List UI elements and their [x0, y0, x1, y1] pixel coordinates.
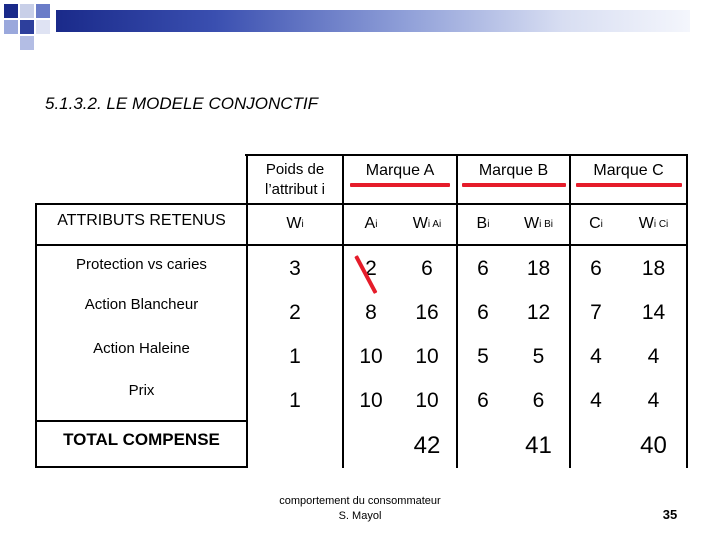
- header-poids-line1: Poids de: [265, 161, 325, 178]
- col-header-ai: [344, 205, 398, 243]
- table-cell: 2: [289, 301, 301, 324]
- col-symbol: C: [589, 215, 601, 232]
- col-subscript: i: [439, 218, 442, 230]
- col-header-wiai: [398, 205, 456, 243]
- row-label: Action Blancheur: [84, 295, 199, 313]
- col-symbol: W: [638, 215, 654, 232]
- col-subscript: i C: [653, 218, 667, 230]
- decor-square: [36, 20, 50, 34]
- table-cell: 4: [590, 389, 602, 412]
- table-cell: 16: [415, 301, 439, 324]
- table-cell: 6: [590, 257, 602, 280]
- table-cell: 10: [415, 389, 439, 412]
- table-cell: 5: [477, 345, 489, 368]
- col-subscript: i: [301, 218, 304, 230]
- table-cell: 10: [415, 345, 439, 368]
- table-cell: 7: [590, 301, 602, 324]
- table-cell: 4: [647, 389, 660, 412]
- row-label: Protection vs caries: [76, 255, 207, 273]
- col-subscript: i: [666, 218, 669, 230]
- col-symbol: A: [364, 215, 376, 232]
- header-poids: [248, 158, 342, 202]
- decor-square: [36, 4, 50, 18]
- col-subscript: i: [375, 218, 378, 230]
- table-cell: 8: [365, 301, 377, 324]
- table-cell: 4: [647, 345, 660, 368]
- col-subscript: i: [487, 218, 490, 230]
- row-label: Prix: [128, 381, 155, 399]
- col-symbol: W: [286, 215, 302, 232]
- table-cell: 18: [526, 257, 551, 280]
- footer-line-2: S. Mayol: [338, 510, 382, 522]
- decor-square: [20, 36, 34, 50]
- header-poids-line2: l’attribut i: [264, 181, 326, 198]
- total-label: TOTAL COMPENSE: [63, 430, 220, 449]
- col-symbol: B: [476, 215, 488, 232]
- total-marque-a: 42: [413, 432, 441, 459]
- table-cell: 12: [526, 301, 551, 324]
- col-symbol: W: [523, 215, 540, 232]
- col-header-wi: [248, 205, 342, 243]
- highlight-mark-marque-b: [462, 183, 566, 187]
- table-cell: 6: [477, 301, 489, 324]
- table-cell: 1: [289, 389, 301, 412]
- table-cell: 18: [641, 257, 666, 280]
- header-gradient-bar: [56, 10, 690, 32]
- slide-title: 5.1.3.2. LE MODELE CONJONCTIF: [45, 94, 319, 113]
- col-header-bi: [458, 205, 508, 243]
- footer-line-1: comportement du consommateur: [279, 495, 441, 507]
- decor-square: [4, 4, 18, 18]
- header-marque-a: Marque A: [365, 162, 435, 179]
- table-cell: 4: [590, 345, 602, 368]
- total-marque-b: 41: [525, 432, 552, 459]
- table-cell: 10: [359, 345, 383, 368]
- table-cell: 3: [289, 257, 301, 280]
- table-cell: 6: [421, 257, 433, 280]
- row-label: Action Haleine: [93, 339, 190, 357]
- highlight-mark-marque-a: [350, 183, 450, 187]
- table-cell: 2: [365, 257, 377, 280]
- col-symbol: W: [412, 215, 428, 232]
- footer: [260, 494, 460, 524]
- decor-square: [20, 20, 34, 34]
- total-marque-c: 40: [640, 432, 667, 459]
- col-subscript: i: [600, 218, 603, 230]
- page-number: 35: [662, 507, 678, 522]
- col-header-wibi: [508, 205, 569, 243]
- decor-square: [20, 4, 34, 18]
- col-header-wici: [621, 205, 686, 243]
- table-cell: 14: [641, 301, 666, 324]
- decor-square: [4, 20, 18, 34]
- table-cell: 1: [289, 345, 301, 368]
- table-cell: 10: [359, 389, 383, 412]
- table-cell: 5: [532, 345, 545, 368]
- attributs-retenus-label: ATTRIBUTS RETENUS: [57, 212, 226, 229]
- col-header-ci: [571, 205, 621, 243]
- header-marque-b: Marque B: [478, 162, 549, 179]
- table-cell: 6: [477, 257, 489, 280]
- table-cell: 6: [532, 389, 545, 412]
- col-subscript: i: [550, 218, 553, 230]
- col-subscript: i A: [427, 218, 439, 230]
- highlight-mark-marque-c: [576, 183, 682, 187]
- table-cell: 6: [477, 389, 489, 412]
- col-subscript: i B: [539, 218, 551, 230]
- header-marque-c: Marque C: [593, 162, 664, 179]
